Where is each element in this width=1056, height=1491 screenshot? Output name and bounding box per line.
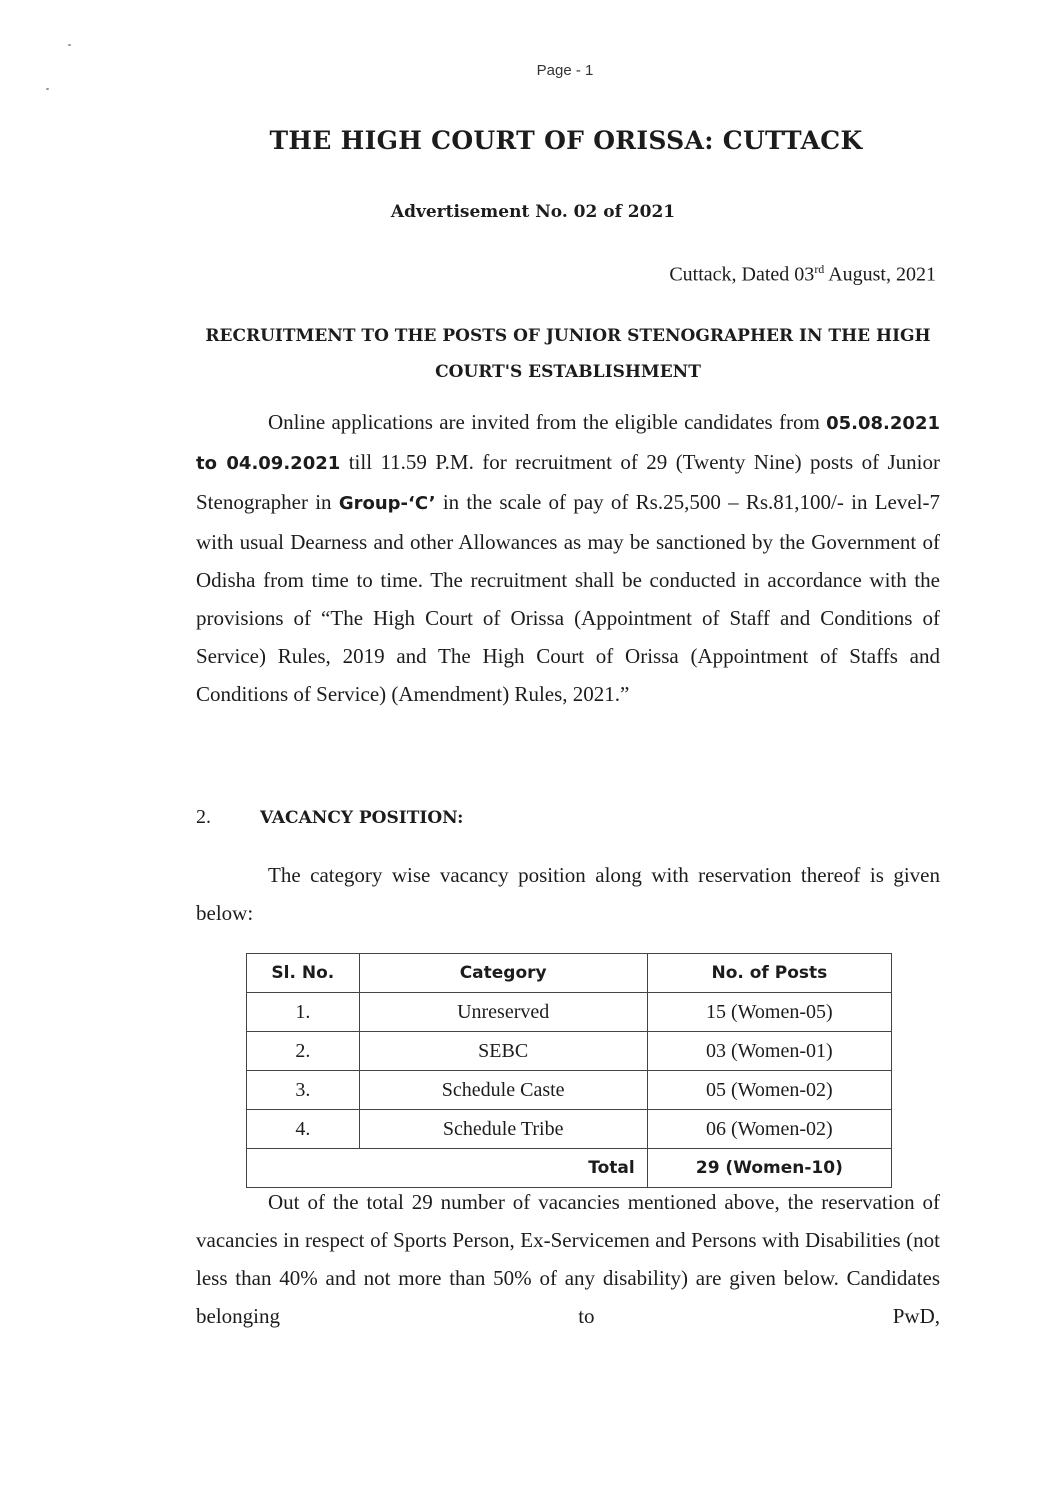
scan-speck (46, 88, 49, 90)
posts-cell: 05 (Women-02) (647, 1071, 891, 1110)
total-label: Total (247, 1149, 648, 1188)
page-number: Page - 1 (536, 62, 594, 79)
intro-text-2: till 11.59 P.M. for recruitment of 29 (Twenty Nine) posts of Junior Stenographer in (196, 450, 941, 514)
court-title: THE HIGH COURT OF ORISSA: CUTTACK (269, 126, 863, 155)
total-value: 29 (Women-10) (647, 1149, 891, 1188)
sl-no-cell: 1. (247, 993, 360, 1032)
vacancy-intro (196, 856, 940, 932)
column-header: Category (359, 954, 647, 993)
application-dates: 05.08.2021 to 04.09.2021 (196, 413, 940, 474)
sl-no-cell: 4. (247, 1110, 360, 1149)
section-heading (196, 806, 463, 829)
date-suffix: August, 2021 (824, 263, 936, 286)
date-line (669, 262, 936, 287)
section-title: VACANCY POSITION: (260, 808, 464, 828)
intro-text-3: in the scale of pay of Rs.25,500 – Rs.81,100/- in Level-7 with usual Dearness and other Allowances as may be sanctioned by the Government of Odisha from time to time. The recruitment shall be conducted in accordance with the provisions of “The High Court of Orissa (Appointment of Staff and Conditions of Service) Rules, 2019 and The High Court of Orissa (Appointment of Staffs and Conditions of Service) (Amendment) Rules, 2021.” (196, 490, 941, 706)
posts-cell: 03 (Women-01) (647, 1032, 891, 1071)
posts-cell: 15 (Women-05) (647, 993, 891, 1032)
table-total-row (247, 1149, 892, 1188)
column-header: Sl. No. (247, 954, 360, 993)
category-cell: Unreserved (359, 993, 647, 1032)
date-prefix: Cuttack, Dated 03 (669, 263, 815, 286)
table-row (247, 1032, 892, 1071)
advertisement-number: Advertisement No. 02 of 2021 (390, 202, 676, 222)
recruitment-title: RECRUITMENT TO THE POSTS OF JUNIOR STENOGRAPHER IN THE HIGH COURT'S ESTABLISHMENT (205, 326, 931, 382)
table-row (247, 1110, 892, 1149)
category-cell: SEBC (359, 1032, 647, 1071)
table-row (247, 993, 892, 1032)
vacancy-table (246, 953, 892, 1188)
sl-no-cell: 2. (247, 1032, 360, 1071)
section-number: 2. (196, 806, 211, 828)
table-header-row (247, 954, 892, 993)
group-label: Group-‘C’ (338, 493, 436, 514)
intro-paragraph (196, 403, 940, 713)
table-row (247, 1071, 892, 1110)
category-cell: Schedule Caste (359, 1071, 647, 1110)
closing-paragraph (196, 1183, 940, 1335)
category-cell: Schedule Tribe (359, 1110, 647, 1149)
closing-text: Out of the total 29 number of vacancies mentioned above, the reservation of vacancies in respect of Sports Person, Ex-Servicemen and Persons with Disabilities (not less than 40% and not more than 50% of any disability) are given below. Candidates belonging to PwD, (196, 1190, 940, 1328)
intro-text-1: Online applications are invited from the eligible candidates from (268, 410, 827, 434)
posts-cell: 06 (Women-02) (647, 1110, 891, 1149)
scan-speck (68, 44, 71, 46)
vacancy-intro-text: The category wise vacancy position along with reservation thereof is given below: (196, 863, 940, 925)
sl-no-cell: 3. (247, 1071, 360, 1110)
date-superscript: rd (814, 262, 825, 276)
column-header: No. of Posts (647, 954, 891, 993)
